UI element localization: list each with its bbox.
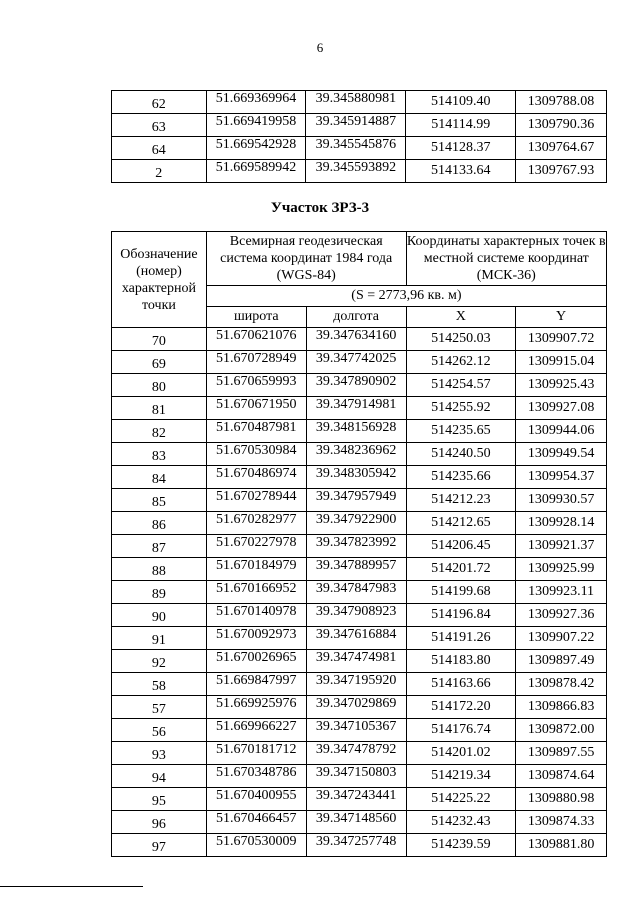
latitude-cell: 51.670278944	[206, 489, 306, 512]
latitude-cell: 51.670486974	[206, 466, 306, 489]
x-cell: 514183.80	[406, 650, 516, 673]
latitude-cell: 51.670659993	[206, 374, 306, 397]
point-number-cell: 62	[112, 91, 207, 114]
x-cell: 514225.22	[406, 788, 516, 811]
point-number-cell: 90	[112, 604, 207, 627]
longitude-cell: 39.347105367	[306, 719, 406, 742]
longitude-cell: 39.347742025	[306, 351, 406, 374]
y-cell: 1309897.55	[516, 742, 607, 765]
y-cell: 1309872.00	[516, 719, 607, 742]
latitude-cell: 51.669542928	[206, 137, 306, 160]
y-cell: 1309944.06	[516, 420, 607, 443]
latitude-cell: 51.670621076	[206, 328, 306, 351]
table-row	[112, 351, 607, 374]
x-cell: 514133.64	[406, 160, 516, 183]
x-cell: 514262.12	[406, 351, 516, 374]
longitude-cell: 39.347634160	[306, 328, 406, 351]
point-number-cell: 69	[112, 351, 207, 374]
x-cell: 514109.40	[406, 91, 516, 114]
table-row	[112, 650, 607, 673]
page-number: 6	[316, 40, 324, 55]
longitude-cell: 39.347823992	[306, 535, 406, 558]
y-cell: 1309790.36	[516, 114, 607, 137]
x-cell: 514191.26	[406, 627, 516, 650]
longitude-cell: 39.348305942	[306, 466, 406, 489]
point-number-cell: 83	[112, 443, 207, 466]
point-number-cell: 63	[112, 114, 207, 137]
longitude-cell: 39.347243441	[306, 788, 406, 811]
latitude-cell: 51.669589942	[206, 160, 306, 183]
header-y: Y	[516, 307, 607, 328]
table-row	[112, 811, 607, 834]
point-number-cell: 88	[112, 558, 207, 581]
longitude-cell: 39.347616884	[306, 627, 406, 650]
coordinates-table	[111, 231, 607, 857]
y-cell: 1309897.49	[516, 650, 607, 673]
point-number-cell: 80	[112, 374, 207, 397]
y-cell: 1309949.54	[516, 443, 607, 466]
y-cell: 1309925.43	[516, 374, 607, 397]
y-cell: 1309930.57	[516, 489, 607, 512]
latitude-cell: 51.670530984	[206, 443, 306, 466]
latitude-cell: 51.669966227	[206, 719, 306, 742]
y-cell: 1309878.42	[516, 673, 607, 696]
point-number-cell: 64	[112, 137, 207, 160]
latitude-cell: 51.669419958	[206, 114, 306, 137]
latitude-cell: 51.670466457	[206, 811, 306, 834]
point-number-cell: 89	[112, 581, 207, 604]
x-cell: 514163.66	[406, 673, 516, 696]
y-cell: 1309927.08	[516, 397, 607, 420]
x-cell: 514199.68	[406, 581, 516, 604]
point-number-cell: 94	[112, 765, 207, 788]
x-cell: 514196.84	[406, 604, 516, 627]
point-number-cell: 95	[112, 788, 207, 811]
point-number-cell: 82	[112, 420, 207, 443]
table-row	[112, 696, 607, 719]
x-cell: 514172.20	[406, 696, 516, 719]
longitude-cell: 39.347908923	[306, 604, 406, 627]
latitude-cell: 51.670181712	[206, 742, 306, 765]
longitude-cell: 39.348156928	[306, 420, 406, 443]
point-number-cell: 70	[112, 328, 207, 351]
coordinates-table-body	[112, 91, 607, 183]
latitude-cell: 51.670671950	[206, 397, 306, 420]
latitude-cell: 51.670487981	[206, 420, 306, 443]
table-row	[112, 137, 607, 160]
latitude-cell: 51.669925976	[206, 696, 306, 719]
table-row	[112, 558, 607, 581]
point-number-cell: 81	[112, 397, 207, 420]
table-row	[112, 742, 607, 765]
latitude-cell: 51.669369964	[206, 91, 306, 114]
latitude-cell: 51.670166952	[206, 581, 306, 604]
longitude-cell: 39.347890902	[306, 374, 406, 397]
x-cell: 514235.66	[406, 466, 516, 489]
table-row	[112, 719, 607, 742]
latitude-cell: 51.670728949	[206, 351, 306, 374]
point-number-cell: 84	[112, 466, 207, 489]
longitude-cell: 39.345593892	[306, 160, 406, 183]
table-row	[112, 91, 607, 114]
x-cell: 514212.23	[406, 489, 516, 512]
y-cell: 1309767.93	[516, 160, 607, 183]
y-cell: 1309907.72	[516, 328, 607, 351]
coordinates-table-continued	[111, 90, 607, 183]
longitude-cell: 39.347889957	[306, 558, 406, 581]
x-cell: 514240.50	[406, 443, 516, 466]
point-number-cell: 93	[112, 742, 207, 765]
longitude-cell: 39.347914981	[306, 397, 406, 420]
table-row	[112, 673, 607, 696]
x-cell: 514239.59	[406, 834, 516, 857]
table-row	[112, 466, 607, 489]
table-row	[112, 443, 607, 466]
y-cell: 1309925.99	[516, 558, 607, 581]
coordinates-table-body	[112, 328, 607, 857]
latitude-cell: 51.670348786	[206, 765, 306, 788]
y-cell: 1309954.37	[516, 466, 607, 489]
latitude-cell: 51.669847997	[206, 673, 306, 696]
latitude-cell: 51.670400955	[206, 788, 306, 811]
table-row	[112, 581, 607, 604]
longitude-cell: 39.347474981	[306, 650, 406, 673]
x-cell: 514201.02	[406, 742, 516, 765]
x-cell: 514219.34	[406, 765, 516, 788]
table-row	[112, 397, 607, 420]
longitude-cell: 39.348236962	[306, 443, 406, 466]
point-number-cell: 2	[112, 160, 207, 183]
header-latitude: широта	[206, 307, 306, 328]
table-row	[112, 160, 607, 183]
longitude-cell: 39.347957949	[306, 489, 406, 512]
longitude-cell: 39.347257748	[306, 834, 406, 857]
x-cell: 514176.74	[406, 719, 516, 742]
latitude-cell: 51.670227978	[206, 535, 306, 558]
point-number-cell: 56	[112, 719, 207, 742]
y-cell: 1309880.98	[516, 788, 607, 811]
point-number-cell: 57	[112, 696, 207, 719]
y-cell: 1309788.08	[516, 91, 607, 114]
point-number-cell: 92	[112, 650, 207, 673]
table-header	[112, 232, 607, 328]
point-number-cell: 91	[112, 627, 207, 650]
x-cell: 514201.72	[406, 558, 516, 581]
longitude-cell: 39.347195920	[306, 673, 406, 696]
point-number-cell: 85	[112, 489, 207, 512]
x-cell: 514250.03	[406, 328, 516, 351]
table-row	[112, 374, 607, 397]
header-wgs84: Всемирная геодезическая система координат 1984 года (WGS-84)	[206, 232, 406, 286]
table-row	[112, 604, 607, 627]
header-x: X	[406, 307, 516, 328]
y-cell: 1309907.22	[516, 627, 607, 650]
x-cell: 514254.57	[406, 374, 516, 397]
x-cell: 514128.37	[406, 137, 516, 160]
section-title: Участок ЗРЗ-3	[270, 200, 370, 216]
x-cell: 514232.43	[406, 811, 516, 834]
longitude-cell: 39.347148560	[306, 811, 406, 834]
longitude-cell: 39.347922900	[306, 512, 406, 535]
latitude-cell: 51.670026965	[206, 650, 306, 673]
y-cell: 1309928.14	[516, 512, 607, 535]
x-cell: 514255.92	[406, 397, 516, 420]
header-area: (S = 2773,96 кв. м)	[206, 286, 606, 307]
latitude-cell: 51.670530009	[206, 834, 306, 857]
longitude-cell: 39.345880981	[306, 91, 406, 114]
point-number-cell: 97	[112, 834, 207, 857]
table-row	[112, 328, 607, 351]
point-number-cell: 87	[112, 535, 207, 558]
longitude-cell: 39.347478792	[306, 742, 406, 765]
footnote-divider	[0, 886, 143, 887]
x-cell: 514206.45	[406, 535, 516, 558]
point-number-cell: 96	[112, 811, 207, 834]
point-number-cell: 58	[112, 673, 207, 696]
latitude-cell: 51.670140978	[206, 604, 306, 627]
point-number-cell: 86	[112, 512, 207, 535]
longitude-cell: 39.345914887	[306, 114, 406, 137]
x-cell: 514212.65	[406, 512, 516, 535]
table-row	[112, 420, 607, 443]
longitude-cell: 39.347150803	[306, 765, 406, 788]
longitude-cell: 39.347029869	[306, 696, 406, 719]
latitude-cell: 51.670092973	[206, 627, 306, 650]
header-point-number: Обозначение (номер) характерной точки	[112, 232, 207, 328]
y-cell: 1309881.80	[516, 834, 607, 857]
y-cell: 1309874.33	[516, 811, 607, 834]
latitude-cell: 51.670184979	[206, 558, 306, 581]
y-cell: 1309866.83	[516, 696, 607, 719]
table-row	[112, 114, 607, 137]
y-cell: 1309874.64	[516, 765, 607, 788]
longitude-cell: 39.345545876	[306, 137, 406, 160]
latitude-cell: 51.670282977	[206, 512, 306, 535]
x-cell: 514235.65	[406, 420, 516, 443]
table-row	[112, 834, 607, 857]
table-row	[112, 512, 607, 535]
table-row	[112, 788, 607, 811]
table-row	[112, 489, 607, 512]
x-cell: 514114.99	[406, 114, 516, 137]
header-longitude: долгота	[306, 307, 406, 328]
table-row	[112, 535, 607, 558]
y-cell: 1309927.36	[516, 604, 607, 627]
y-cell: 1309921.37	[516, 535, 607, 558]
y-cell: 1309915.04	[516, 351, 607, 374]
table-row	[112, 627, 607, 650]
table-row	[112, 765, 607, 788]
longitude-cell: 39.347847983	[306, 581, 406, 604]
header-msk36: Координаты характерных точек в местной системе координат (МСК-36)	[406, 232, 606, 286]
y-cell: 1309923.11	[516, 581, 607, 604]
y-cell: 1309764.67	[516, 137, 607, 160]
